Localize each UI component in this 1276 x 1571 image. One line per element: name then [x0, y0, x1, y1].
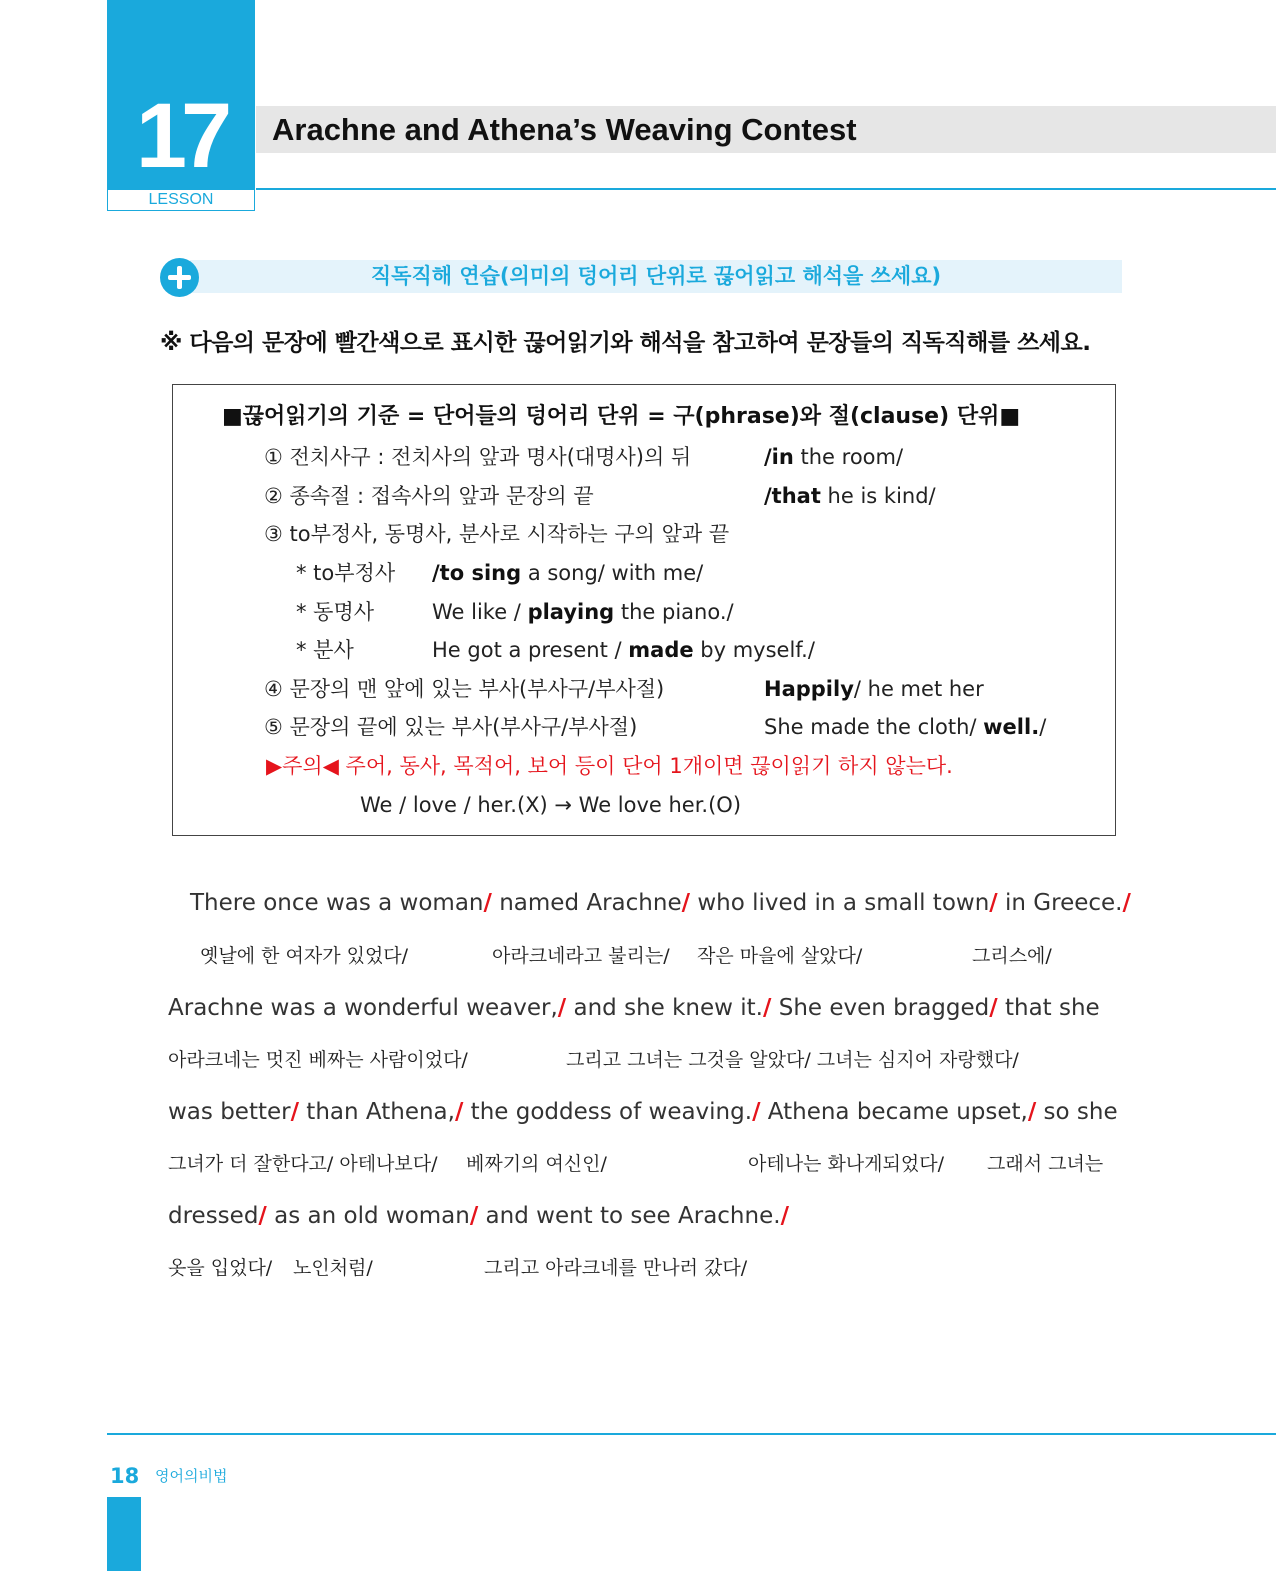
translation-4a: 옷을 입었다/	[168, 1257, 273, 1279]
translation-1a: 옛날에 한 여자가 있었다/	[200, 945, 409, 967]
book-name: 영어의비법	[155, 1467, 228, 1485]
footer-accent-bar	[107, 1497, 141, 1571]
translation-2b: 그리고 그녀는 그것을 알았다/ 그녀는 심지어 자랑했다/	[566, 1049, 1019, 1071]
translation-1b: 아라크네라고 불리는/	[492, 945, 670, 967]
rule-4-example: Happily/ he met her	[764, 677, 984, 701]
translation-2a: 아라크네는 멋진 베짜는 사람이었다/	[168, 1049, 468, 1071]
rule-note: ▶주의◀ 주어, 동사, 목적어, 보어 등이 단어 1개이면 끊이읽기 하지 않는다.	[266, 754, 953, 778]
rule-1-example: /in the room/	[764, 445, 904, 469]
translation-3a: 그녀가 더 잘한다고/ 아테나보다/	[168, 1153, 438, 1175]
rule-4: ④ 문장의 맨 앞에 있는 부사(부사구/부사절)	[264, 677, 665, 701]
rule-1: ① 전치사구 : 전치사의 앞과 명사(대명사)의 뒤	[264, 445, 692, 469]
rule-5-example: She made the cloth/ well./	[764, 715, 1047, 739]
passage-line-3: was better/ than Athena,/ the goddess of weaving./ Athena became upset,/ so she	[168, 1099, 1118, 1125]
translation-3c: 아테나는 화나게되었다/	[748, 1153, 944, 1175]
translation-1c: 작은 마을에 살았다/	[697, 945, 863, 967]
footer-divider	[107, 1433, 1276, 1435]
rule-3c-example: He got a present / made by myself./	[432, 638, 815, 662]
rule-2-example: /that he is kind/	[764, 484, 936, 508]
passage-line-4: dressed/ as an old woman/ and went to see Arachne./	[168, 1203, 789, 1229]
title-divider	[256, 188, 1276, 190]
rule-note-example: We / love / her.(X) → We love her.(O)	[360, 793, 742, 817]
page-number: 18	[110, 1464, 140, 1488]
translation-3d: 그래서 그녀는	[987, 1153, 1104, 1175]
rule-3b-example: We like / playing the piano./	[432, 600, 734, 624]
rule-3b-label: * 동명사	[296, 600, 375, 624]
lesson-label: LESSON	[107, 189, 255, 211]
rule-3a-example: /to sing a song/ with me/	[432, 561, 704, 585]
passage-line-2: Arachne was a wonderful weaver,/ and she knew it./ She even bragged/ that she	[168, 995, 1100, 1021]
rule-heading: ■끊어읽기의 기준 = 단어들의 덩어리 단위 = 구(phrase)와 절(clause) 단위■	[222, 404, 1021, 429]
translation-3b: 베짜기의 여신인/	[466, 1153, 607, 1175]
translation-4c: 그리고 아라크네를 만나러 갔다/	[484, 1257, 748, 1279]
rule-3c-label: * 분사	[296, 638, 354, 662]
page-title: Arachne and Athena’s Weaving Contest	[272, 112, 857, 147]
passage-line-1: There once was a woman/ named Arachne/ who lived in a small town/ in Greece./	[190, 890, 1131, 916]
rule-5: ⑤ 문장의 끝에 있는 부사(부사구/부사절)	[264, 715, 638, 739]
practice-heading: 직독직해 연습(의미의 덩어리 단위로 끊어읽고 해석을 쓰세요)	[370, 264, 942, 288]
translation-1d: 그리스에/	[972, 945, 1052, 967]
rule-3a-label: * to부정사	[296, 561, 396, 585]
rule-2: ② 종속절 : 접속사의 앞과 문장의 끝	[264, 484, 594, 508]
lesson-number: 17	[135, 85, 227, 187]
translation-4b: 노인처럼/	[293, 1257, 373, 1279]
instruction: ※ 다음의 문장에 빨간색으로 표시한 끊어읽기와 해석을 참고하여 문장들의 직독직해를 쓰세요.	[160, 330, 1091, 356]
rule-3: ③ to부정사, 동명사, 분사로 시작하는 구의 앞과 끝	[264, 522, 730, 546]
